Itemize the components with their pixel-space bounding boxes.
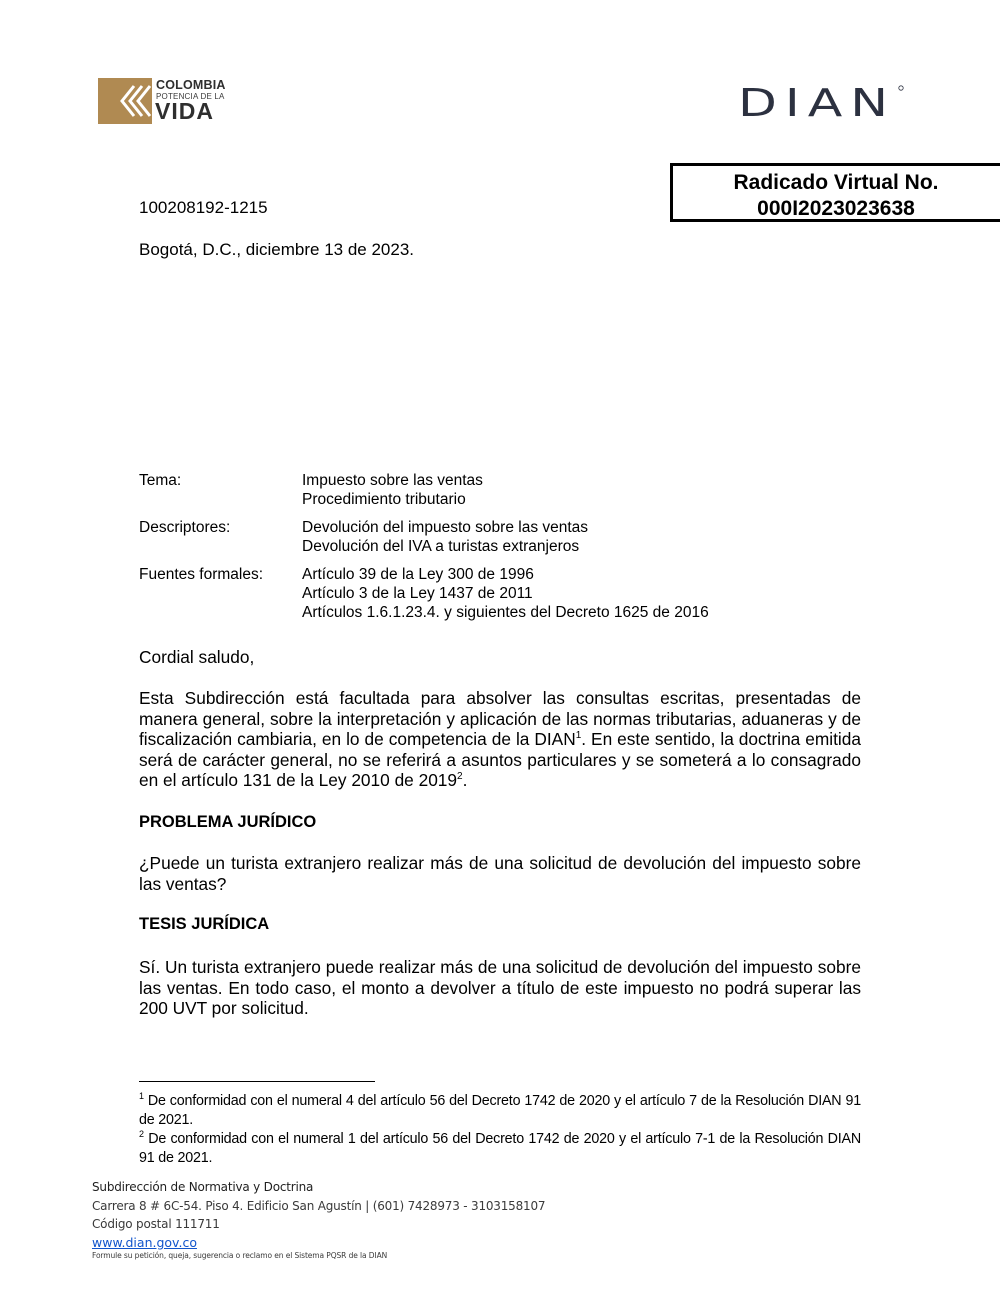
tema-value-1: Impuesto sobre las ventas (302, 472, 483, 489)
footer-postal-code: Código postal 111711 (92, 1217, 220, 1231)
date-line: Bogotá, D.C., diciembre 13 de 2023. (139, 240, 414, 259)
fuentes-value-3: Artículos 1.6.1.23.4. y siguientes del Decreto 1625 de 2016 (302, 604, 709, 621)
footnote-divider (139, 1081, 375, 1082)
footnote-2-text: De conformidad con el numeral 1 del artículo 56 del Decreto 1742 de 2020 y el artículo 7-1 de la Resolución DIAN 91 de 2021. (139, 1131, 861, 1166)
footer-office: Subdirección de Normativa y Doctrina (92, 1180, 314, 1194)
intro-part-1: Esta Subdirección está facultada para absolver las consultas escritas, presentadas de manera general, sobre la interpretación y aplicación de las normas tributarias, aduaneras y de fiscalización cambiaria, en lo de competencia de la DIAN (139, 688, 861, 750)
problema-heading: PROBLEMA JURÍDICO (139, 813, 317, 831)
footnote-1 (139, 1092, 861, 1130)
footer-website-link[interactable]: www.dian.gov.co (92, 1235, 197, 1250)
radicado-number: 000I2023023638 (757, 197, 915, 220)
svg-text:DIAN: DIAN (738, 82, 896, 122)
footer-address: Carrera 8 # 6C-54. Piso 4. Edificio San Agustín | (601) 7428973 - 3103158107 (92, 1199, 546, 1213)
fuentes-value-1: Artículo 39 de la Ley 300 de 1996 (302, 566, 534, 583)
footnote-1-number: 1 (139, 1091, 144, 1102)
intro-part-3: . (462, 770, 468, 791)
footer-pqsr-note: Formule su petición, queja, sugerencia o reclamo en el Sistema PQSR de la DIAN (92, 1251, 388, 1260)
reference-number: 100208192-1215 (139, 198, 268, 217)
tesis-heading: TESIS JURÍDICA (139, 915, 270, 933)
tema-label: Tema: (139, 472, 182, 489)
intro-paragraph (139, 688, 861, 791)
logo-line-3: VIDA (155, 98, 214, 124)
descriptores-label: Descriptores: (139, 519, 231, 536)
dian-logo (738, 82, 908, 122)
fuentes-label: Fuentes formales: (139, 566, 264, 583)
colombia-vida-logo (98, 76, 238, 126)
dian-wordmark-icon (738, 82, 908, 122)
descriptores-value-1: Devolución del impuesto sobre las ventas (302, 519, 589, 536)
problema-text: ¿Puede un turista extranjero realizar más de una solicitud de devolución del impuesto sobre las ventas? (139, 853, 861, 894)
descriptores-value-2: Devolución del IVA a turistas extranjeros (302, 538, 580, 555)
footnote-2 (139, 1130, 861, 1168)
tema-value-2: Procedimiento tributario (302, 491, 466, 508)
fuentes-value-2: Artículo 3 de la Ley 1437 de 2011 (302, 585, 533, 602)
radicado-box (670, 163, 1000, 222)
intro-part-2: . En este sentido, la doctrina emitida será de carácter general, no se referirá a asuntos particulares y se someterá a lo consagrado en el artículo 131 de la Ley 2010 de 2019 (139, 729, 861, 791)
logo-line-1: COLOMBIA (156, 78, 226, 92)
footnote-ref-2: 2 (457, 771, 463, 783)
colombia-emblem-icon (98, 78, 152, 124)
tesis-text: Sí. Un turista extranjero puede realizar más de una solicitud de devolución del impuesto sobre las ventas. En todo caso, el monto a devolver a título de este impuesto no podrá superar las 200 UVT por solicitud. (139, 957, 861, 1019)
greeting: Cordial saludo, (139, 647, 255, 667)
logo-line-2: POTENCIA DE LA (156, 92, 225, 101)
footnote-2-number: 2 (139, 1129, 144, 1140)
radicado-title: Radicado Virtual No. (733, 171, 939, 194)
footnote-1-text: De conformidad con el numeral 4 del artículo 56 del Decreto 1742 de 2020 y el artículo 7 de la Resolución DIAN 91 de 2021. (139, 1093, 861, 1128)
footnote-ref-1: 1 (575, 730, 582, 742)
